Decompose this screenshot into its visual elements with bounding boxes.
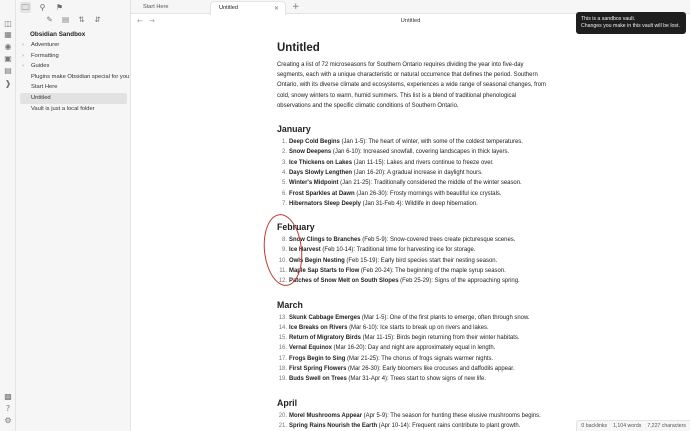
list-item[interactable] [277, 235, 547, 245]
calendar-icon[interactable]: ▦ [4, 30, 12, 39]
microseason-list [277, 411, 547, 431]
section-heading[interactable]: March [277, 299, 303, 310]
item-name: Snow Clings to Branches [289, 237, 361, 244]
item-name: Maple Sap Starts to Flow [289, 267, 360, 274]
new-folder-icon[interactable]: ▤ [61, 15, 70, 24]
file-explorer-sidebar [16, 0, 131, 431]
item-text: (Feb 20-24): The beginning of the maple syrup season. [359, 267, 506, 274]
intro-paragraph[interactable]: Creating a list of 72 microseasons for Southern Ontario requires dividing the year into five-day segments, each with a unique characteristic or natural occurrence that defines the period. Southern Ontario, with its diverse climate and ecosystems, experiences a wide range of seasonal changes, from cold, snowy winters to warm, humid summers. This list is a blend of traditional phenological observations and the specific climatic conditions of Southern Ontario. [277, 62, 546, 109]
list-item[interactable] [277, 323, 547, 333]
item-text: (Mar 1-5): One of the first plants to emerge, often through snow. [360, 314, 530, 321]
item-number: 2. [282, 149, 287, 156]
list-item[interactable] [277, 354, 547, 364]
tree-file-start-here[interactable] [20, 82, 127, 93]
item-text: (Mar 16-20): Day and night are approximately equal in length. [331, 345, 496, 352]
section-april [277, 398, 547, 431]
section-heading[interactable]: January [277, 124, 311, 135]
item-name: Ice Thickens on Lakes [289, 159, 353, 166]
tab-label: Start Here [143, 4, 169, 10]
item-number: 20. [278, 412, 287, 419]
item-name: Days Slowly Lengthen [289, 169, 353, 176]
sidebar-tab-strip [16, 0, 131, 14]
item-text: (Mar 26-30): Early bloomers like crocuses and daffodils appear. [346, 366, 515, 373]
item-name: Hibernators Sleep Deeply [289, 200, 361, 207]
item-number: 12. [278, 278, 287, 285]
collapse-all-icon[interactable]: ⇵ [94, 15, 101, 24]
item-text: (Feb 10-14): Traditional time for harvesting ice for storage. [320, 247, 476, 254]
item-name: Ice Harvest [289, 247, 321, 254]
item-text: (Apr 10-14): Frequent rains contribute to plant growth. [377, 422, 521, 429]
item-text: (Jan 11-15): Lakes and rivers continue to freeze over. [352, 159, 494, 166]
tree-folder-adventurer[interactable] [20, 40, 127, 51]
tree-item-label: Untitled [31, 94, 51, 101]
item-number: 4. [282, 169, 287, 176]
list-item[interactable] [277, 199, 547, 209]
list-item[interactable] [277, 158, 547, 168]
editor-pane[interactable] [131, 28, 690, 431]
tree-item-label: Formatting [31, 52, 59, 59]
tree-folder-guides[interactable] [20, 61, 127, 72]
status-bar [576, 420, 690, 431]
item-text: (Feb 15-19): Early bird species start their nesting season. [344, 257, 498, 264]
list-item[interactable] [277, 313, 547, 323]
item-name: Owls Begin Nesting [289, 257, 345, 264]
item-name: Patches of Snow Melt on South Slopes [289, 278, 399, 285]
tab-untitled[interactable] [210, 1, 286, 15]
character-count: 7,227 characters [647, 423, 686, 429]
item-text: (Mar 11-15): Birds begin returning from their winter habitats. [360, 335, 520, 342]
item-name: Buds Swell on Trees [289, 376, 347, 383]
tree-folder-formatting[interactable] [20, 51, 127, 62]
item-text: (Apr 5-9): The season for hunting these elusive mushrooms begins. [362, 412, 541, 419]
item-text: (Jan 1-5): The heart of winter, with some of the coldest temperatures. [339, 139, 523, 146]
item-text: (Mar 31-Apr 4): Trees start to show signs of new life. [346, 376, 487, 383]
folder-icon[interactable]: 🗀 [21, 2, 30, 12]
sort-icon[interactable]: ⇅ [78, 15, 85, 24]
chevron-right-icon: › [22, 63, 25, 70]
item-text: (Jan 6-10): Increased snowfall, covering landscapes in thick layers. [331, 149, 510, 156]
graph-icon[interactable]: ◉ [4, 42, 12, 51]
item-name: Morel Mushrooms Appear [289, 412, 363, 419]
list-item[interactable] [277, 374, 547, 384]
item-number: 6. [282, 190, 287, 197]
item-text: (Mar 6-10): Ice starts to break up on rivers and lakes. [347, 324, 489, 331]
list-item[interactable] [277, 276, 547, 286]
document-title[interactable]: Untitled [277, 42, 320, 54]
tree-item-label: Guides [31, 63, 50, 70]
backlinks-count[interactable]: 0 backlinks [581, 423, 608, 429]
chevron-right-icon: › [22, 42, 25, 48]
list-item[interactable] [277, 421, 547, 431]
item-number: 8. [282, 237, 287, 244]
new-tab-icon[interactable]: + [292, 2, 300, 12]
tree-item-label: Start Here [31, 84, 58, 91]
item-number: 14. [278, 324, 287, 331]
ribbon [0, 0, 16, 431]
forward-arrow-icon[interactable]: → [149, 17, 155, 25]
item-number: 3. [282, 159, 287, 166]
item-name: First Spring Flowers [289, 366, 347, 373]
list-item[interactable] [277, 256, 547, 266]
item-name: Snow Deepens [289, 149, 332, 156]
item-number: 16. [278, 345, 287, 352]
vault-name[interactable]: Obsidian Sandbox [30, 31, 86, 38]
terminal-icon[interactable]: ❱ [4, 79, 12, 88]
section-heading[interactable]: April [277, 397, 298, 408]
word-count: 1,104 words [613, 423, 642, 429]
item-number: 9. [282, 247, 287, 254]
item-number: 19. [278, 376, 287, 383]
list-item[interactable] [277, 343, 547, 353]
item-number: 10. [278, 257, 287, 264]
help-icon[interactable]: ? [5, 404, 11, 413]
item-text: (Jan 16-20): A gradual increase in daylight hours. [352, 169, 483, 176]
tree-item-label: Vault is just a local folder [31, 105, 95, 112]
list-item[interactable] [277, 245, 547, 255]
view-title[interactable]: Untitled [400, 18, 421, 24]
item-number: 7. [282, 200, 287, 207]
list-item[interactable] [277, 364, 547, 374]
microseason-list [277, 313, 547, 385]
item-name: Winter's Midpoint [289, 180, 339, 187]
item-text: (Feb 25-29): Signs of the approaching spring. [398, 278, 520, 285]
item-name: Ice Breaks on Rivers [289, 324, 348, 331]
item-name: Return of Migratory Birds [289, 335, 361, 342]
item-number: 17. [278, 355, 287, 362]
item-name: Vernal Equinox [289, 345, 332, 352]
item-number: 13. [278, 314, 287, 321]
item-name: Frogs Begin to Sing [289, 355, 346, 362]
item-name: Skunk Cabbage Emerges [289, 314, 361, 321]
tree-file-vault-local-folder[interactable] [20, 104, 127, 115]
tree-item-label: Adventurer [31, 42, 60, 48]
tree-file-untitled[interactable] [20, 93, 127, 104]
list-item[interactable] [277, 147, 547, 157]
item-number: 1. [282, 139, 287, 146]
close-icon[interactable]: ✕ [273, 5, 279, 12]
new-note-icon[interactable]: ✎ [46, 15, 53, 24]
chevron-right-icon: › [22, 52, 25, 59]
list-item[interactable] [277, 333, 547, 343]
tree-file-plugins[interactable] [20, 72, 130, 83]
microseason-list [277, 235, 547, 286]
canvas-icon[interactable]: ▣ [4, 54, 12, 63]
settings-icon[interactable]: ⚙ [4, 416, 12, 425]
notice-line: This is a sandbox vault. [581, 16, 636, 22]
item-text: (Jan 31-Feb 4): Wildlife in deep hibernation. [360, 200, 478, 207]
item-name: Spring Rains Nourish the Earth [289, 422, 378, 429]
list-item[interactable] [277, 168, 547, 178]
vault-switch-icon[interactable]: ▩ [4, 392, 12, 401]
tab-start-here[interactable] [135, 1, 211, 14]
list-item[interactable] [277, 137, 547, 147]
section-heading[interactable]: February [277, 222, 315, 233]
document[interactable] [277, 40, 547, 431]
template-icon[interactable]: ▤ [4, 66, 12, 75]
item-number: 11. [279, 267, 287, 274]
item-text: (Feb 5-9): Snow-covered trees create picturesque scenes. [360, 237, 516, 244]
list-item[interactable] [277, 266, 547, 276]
file-explorer-actions [16, 15, 131, 27]
file-tree [20, 40, 130, 114]
tree-item-label: Plugins make Obsidian special for you [31, 73, 130, 80]
item-number: 15. [278, 335, 287, 342]
item-number: 21. [278, 422, 287, 429]
microseason-list [277, 137, 547, 209]
list-item[interactable] [277, 411, 547, 421]
notice-line: Changes you make in this vault will be lost. [581, 23, 680, 29]
item-number: 5. [282, 180, 287, 187]
item-name: Frost Sparkles at Dawn [289, 190, 355, 197]
search-icon[interactable]: ⚲ [39, 2, 46, 12]
item-text: (Mar 21-25): The chorus of frogs signals warmer nights. [345, 355, 494, 362]
list-item[interactable] [277, 189, 547, 199]
bookmark-icon[interactable]: ⚑ [55, 2, 64, 12]
item-name: Deep Cold Begins [289, 139, 340, 146]
item-text: (Jan 21-25): Traditionally considered the middle of the winter season. [338, 180, 522, 187]
tab-label: Untitled [219, 5, 238, 11]
item-text: (Jan 26-30): Frosty mornings with beautiful ice crystals. [354, 190, 502, 197]
list-item[interactable] [277, 178, 547, 188]
back-arrow-icon[interactable]: ← [137, 17, 143, 25]
item-number: 18. [278, 366, 287, 373]
files-icon[interactable]: ◫ [4, 19, 12, 28]
